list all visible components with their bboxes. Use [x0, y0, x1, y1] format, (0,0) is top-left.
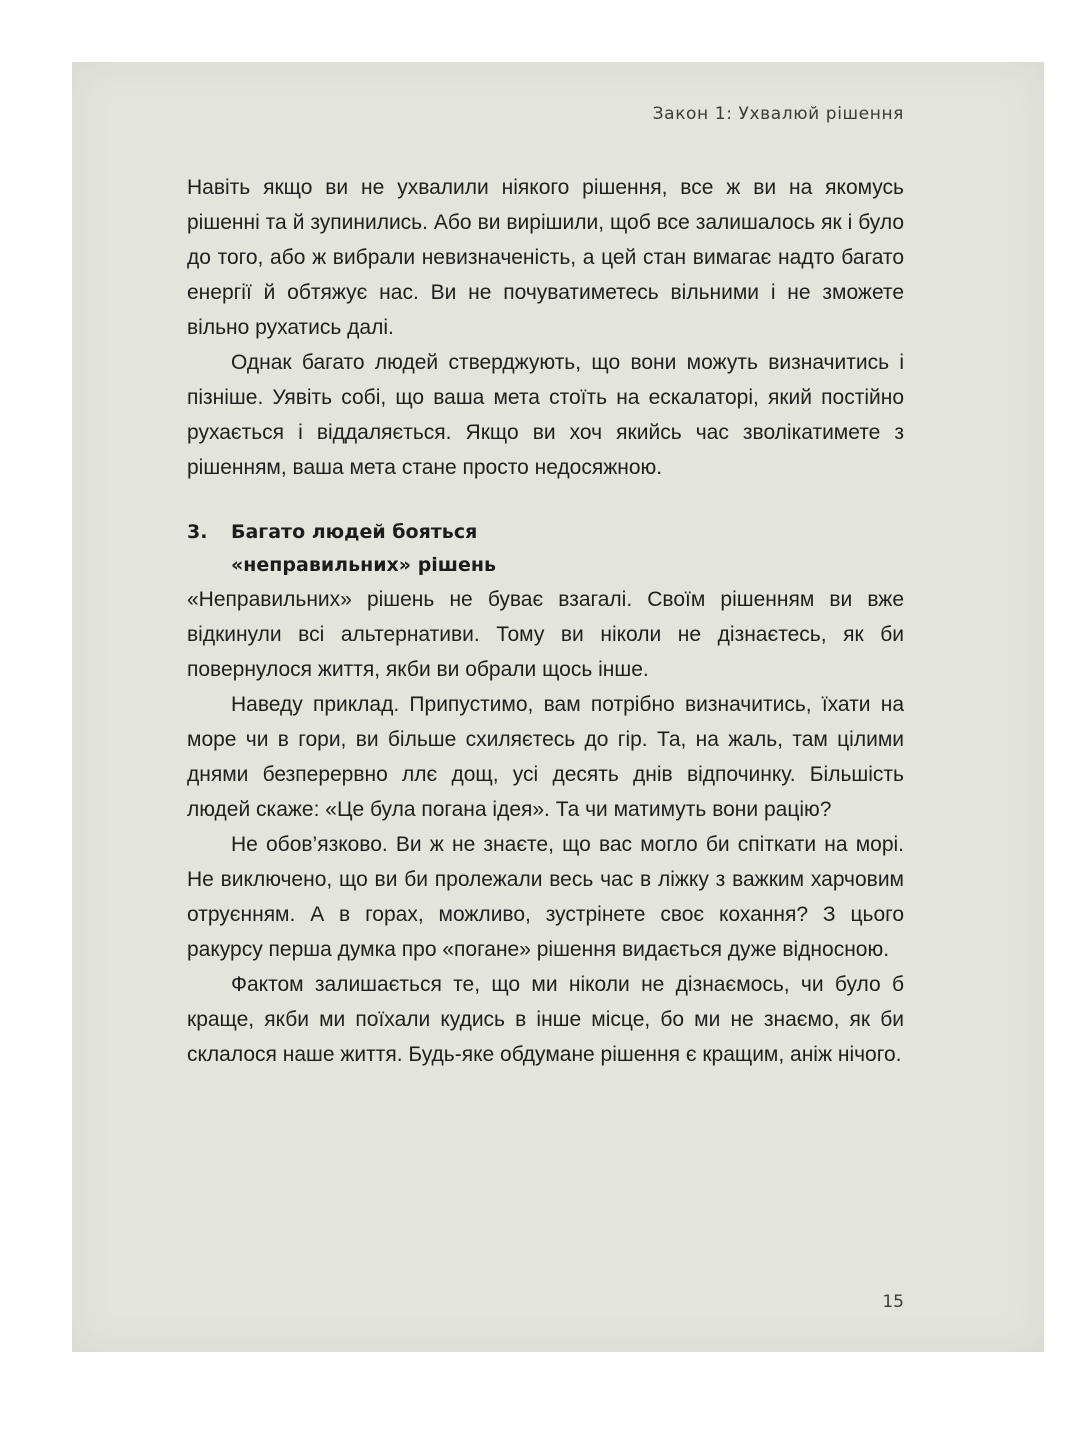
section-heading — [187, 516, 904, 582]
running-head: Закон 1: Ухвалюй рішення — [652, 104, 904, 124]
page-number: 15 — [882, 1292, 904, 1312]
paragraph: Фактом залишається те, що ми ніколи не дізнаємось, чи було б краще, якби ми поїхали кудись в інше місце, бо ми не знаємо, як би склалося наше життя. Будь-яке обдумане рішення є кращим, аніж нічого. — [187, 973, 904, 1066]
book-page — [72, 62, 1044, 1352]
paragraph: Однак багато людей стверджують, що вони можуть визначитись і пізніше. Уявіть собі, що ваша мета стоїть на ескалаторі, який постійно рухається і віддаляється. Якщо ви хоч якийсь час зволікатимете з рішенням, ваша мета стане просто недосяжною. — [187, 351, 904, 479]
section-title — [231, 516, 496, 582]
section-title-line: «неправильних» рішень — [231, 554, 497, 576]
section-number: 3. — [187, 521, 208, 543]
paragraph: «Неправильних» рішень не буває взагалі. Своїм рішенням ви вже відкинули всі альтернативи. Тому ви ніколи не дізнаєтесь, як би повернулося життя, якби ви обрали щось інше. — [187, 588, 904, 681]
paragraph: Наведу приклад. Припустимо, вам потрібно визначитись, їхати на море чи в гори, ви більше схиляєтесь до гір. Та, на жаль, там цілими днями безперервно ллє дощ, усі десять днів відпочинку. Більшість людей скаже: «Це була погана ідея». Та чи матимуть вони рацію? — [187, 693, 904, 821]
body-text — [187, 170, 904, 1072]
paragraph: Навіть якщо ви не ухвалили ніякого рішення, все ж ви на якомусь рішенні та й зупинились. Або ви вирішили, щоб все залишалось як і було до того, або ж вибрали невизначеність, а цей стан вимагає надто багато енергії й обтяжує нас. Ви не почуватиметесь вільними і не зможете вільно рухатись далі. — [187, 176, 904, 339]
section-title-line: Багато людей бояться — [231, 521, 478, 543]
paragraph: Не обов’язково. Ви ж не знаєте, що вас могло би спіткати на морі. Не виключено, що ви би пролежали весь час в ліжку з важким харчовим отруєнням. А в горах, можливо, зустрінете своє кохання? З цього ракурсу перша думка про «погане» рішення видається дуже відносною. — [187, 833, 904, 961]
